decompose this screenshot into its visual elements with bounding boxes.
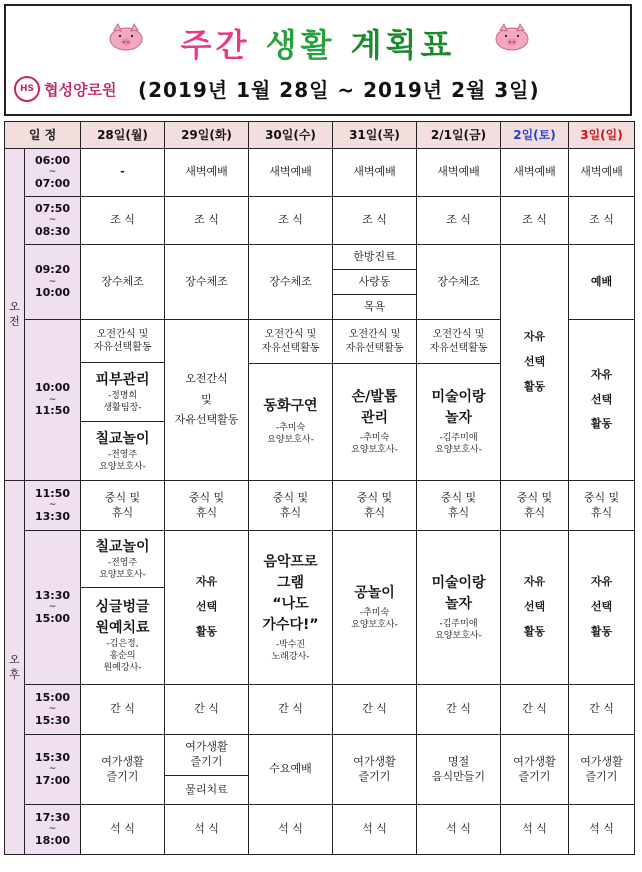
- title-word-2: 생활: [265, 26, 336, 64]
- activity-cell: 예배: [569, 245, 635, 320]
- activity-cell: 오전간식 및 자유선택활동 손/발톱 관리 -추미숙 요양보호사-: [333, 320, 417, 481]
- activity-cell: 중식 및 휴식: [333, 481, 417, 531]
- day-header: 2/1일(금): [417, 122, 501, 149]
- free-activity-cell: 자유 선택 활동: [501, 531, 569, 685]
- activity-line: 목욕: [333, 294, 416, 319]
- activity-cell: 공놀이 -추미숙 요양보호사-: [333, 531, 417, 685]
- activity-cell: 석 식: [81, 805, 165, 855]
- activity-cell: 중식 및 휴식: [501, 481, 569, 531]
- page-title: [6, 20, 630, 66]
- day-header-sunday: 3일(일): [569, 122, 635, 149]
- title-word-3: 계획표: [350, 26, 456, 64]
- activity-cell: 석 식: [249, 805, 333, 855]
- activity-cell: 간 식: [417, 685, 501, 735]
- activity-cell: 장수체조: [249, 245, 333, 320]
- activity-cell: 조 식: [81, 197, 165, 245]
- activity-cell: [333, 245, 417, 320]
- activity-cell: 음악프로 그램 “나도 가수다!” -박수진 노래강사-: [249, 531, 333, 685]
- time-slot: 15:00 ~ 15:30: [25, 685, 81, 735]
- day-header: 28일(월): [81, 122, 165, 149]
- day-header: 30일(수): [249, 122, 333, 149]
- activity-cell: 장수체조: [81, 245, 165, 320]
- activity-cell: 여가생활 즐기기: [569, 735, 635, 805]
- activity-cell: 조 식: [569, 197, 635, 245]
- free-activity-cell: 자유 선택 활동: [569, 531, 635, 685]
- free-activity-cell: 자유 선택 활동: [165, 531, 249, 685]
- activity-cell: 새벽예배: [417, 149, 501, 197]
- activity-cell: 간 식: [249, 685, 333, 735]
- activity-cell: 수요예배: [249, 735, 333, 805]
- time-slot: 13:30 ~ 15:00: [25, 531, 81, 685]
- date-range: (2019년 1월 28일 ~ 2019년 2월 3일): [138, 78, 540, 102]
- time-slot: 17:30 ~ 18:00: [25, 805, 81, 855]
- activity-cell: 조 식: [165, 197, 249, 245]
- activity-cell: 중식 및 휴식: [165, 481, 249, 531]
- activity-cell: 오전간식 및 자유선택활동: [165, 320, 249, 481]
- activity-cell: 새벽예배: [249, 149, 333, 197]
- activity-cell: 중식 및 휴식: [249, 481, 333, 531]
- time-slot: 15:30 ~ 17:00: [25, 735, 81, 805]
- org-logo: [14, 76, 116, 102]
- activity-cell: 새벽예배: [333, 149, 417, 197]
- activity-cell: 조 식: [333, 197, 417, 245]
- activity-cell: 석 식: [333, 805, 417, 855]
- activity-cell: 석 식: [165, 805, 249, 855]
- activity-cell: 새벽예배: [501, 149, 569, 197]
- activity-cell: 중식 및 휴식: [569, 481, 635, 531]
- schedule-header: 일 정: [5, 122, 81, 149]
- logo-mark: HS: [14, 76, 40, 102]
- activity-cell: 여가생활 즐기기: [333, 735, 417, 805]
- activity-line: 사랑동: [333, 269, 416, 294]
- activity-cell: 중식 및 휴식: [417, 481, 501, 531]
- activity-cell: 오전간식 및 자유선택활동 피부관리 -정명희 생활팀장- 칠교놀이 -전영주 요양보호사-: [81, 320, 165, 481]
- activity-cell: 조 식: [417, 197, 501, 245]
- activity-cell: 여가생활 즐기기: [501, 735, 569, 805]
- activity-cell: 석 식: [417, 805, 501, 855]
- schedule-table: [4, 121, 635, 855]
- free-activity-cell: 자유 선택 활동: [501, 245, 569, 481]
- day-header-saturday: 2일(토): [501, 122, 569, 149]
- title-word-1: 주간: [180, 26, 251, 64]
- activity-cell: 오전간식 및 자유선택활동 동화구연 -추미숙 요양보호사-: [249, 320, 333, 481]
- activity-cell: 새벽예배: [569, 149, 635, 197]
- time-slot: 10:00 ~ 11:50: [25, 320, 81, 481]
- activity-cell: 조 식: [249, 197, 333, 245]
- activity-cell: 간 식: [81, 685, 165, 735]
- activity-cell: 여가생활 즐기기 물리치료: [165, 735, 249, 805]
- period-am: 오전: [5, 149, 25, 481]
- activity-cell: 중식 및 휴식: [81, 481, 165, 531]
- activity-cell: 명절 음식만들기: [417, 735, 501, 805]
- period-pm: 오후: [5, 481, 25, 855]
- logo-text: 협성양로원: [44, 80, 117, 99]
- activity-cell: 장수체조: [417, 245, 501, 320]
- time-slot: 06:00 ~ 07:00: [25, 149, 81, 197]
- activity-cell: 미술이랑 놀자 -김주미애 요양보호사-: [417, 531, 501, 685]
- activity-cell: 석 식: [569, 805, 635, 855]
- activity-cell: 간 식: [569, 685, 635, 735]
- day-header: 31일(목): [333, 122, 417, 149]
- time-slot: 07:50 ~ 08:30: [25, 197, 81, 245]
- activity-cell: 장수체조: [165, 245, 249, 320]
- activity-cell: 오전간식 및 자유선택활동 미술이랑 놀자 -김주미애 요양보호사-: [417, 320, 501, 481]
- free-activity-cell: 자유 선택 활동: [569, 320, 635, 481]
- time-slot: 09:20 ~ 10:00: [25, 245, 81, 320]
- activity-line: 한방진료: [353, 250, 396, 263]
- time-slot: 11:50 ~ 13:30: [25, 481, 81, 531]
- activity-cell: 칠교놀이 -전영주 요양보호사- 싱글벙글 원예치료 -김은정, 홍순의 원예강사-: [81, 531, 165, 685]
- activity-cell: 간 식: [501, 685, 569, 735]
- activity-cell: 간 식: [333, 685, 417, 735]
- activity-cell: 석 식: [501, 805, 569, 855]
- activity-cell: 여가생활 즐기기: [81, 735, 165, 805]
- activity-cell: 조 식: [501, 197, 569, 245]
- header-box: [4, 4, 632, 116]
- activity-cell: 간 식: [165, 685, 249, 735]
- activity-cell: -: [81, 149, 165, 197]
- day-header: 29일(화): [165, 122, 249, 149]
- pig-icon: [492, 22, 532, 52]
- activity-cell: 새벽예배: [165, 149, 249, 197]
